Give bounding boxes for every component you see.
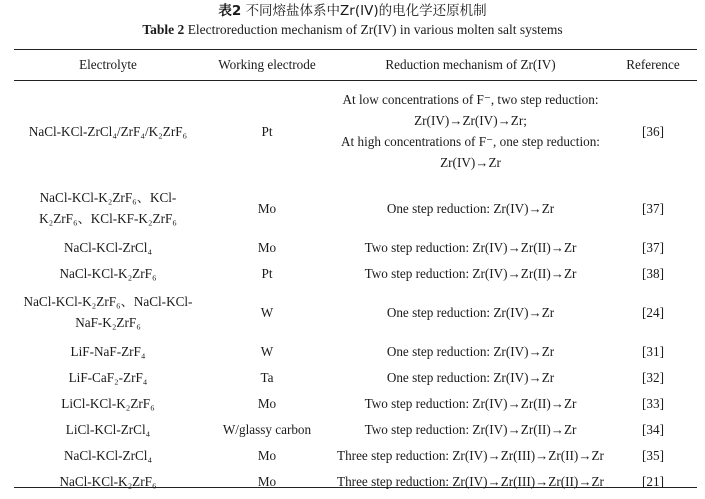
cell-working-electrode: Mo [257,447,277,463]
cell-reference: [34] [642,421,664,437]
table-caption-chinese [0,2,705,20]
cell-electrolyte [14,390,202,416]
table-header-row [14,50,697,80]
cell-working-electrode: Pt [261,265,273,281]
cell-reduction-mechanism-line: Zr(IV)→Zr(IV)→Zr; [414,113,527,128]
cell-reference: [38] [642,265,664,281]
table-row [14,286,697,338]
cell-electrolyte-line: LiF-NaF-ZrF₄ [70,343,146,359]
cell-reduction-mechanism [332,286,609,338]
cell-reduction-mechanism-line: Three step reduction: Zr(IV)→Zr(III)→Zr(II)→Zr [337,473,604,489]
cell-reference: [37] [642,239,664,255]
table-row [14,338,697,364]
cell-reduction-mechanism-line: At high concentrations of F⁻, one step reduction: [341,134,600,149]
cell-reduction-mechanism-line: Zr(IV)→Zr [440,155,501,170]
cell-electrolyte-line: NaCl-KCl-K₂ZrF₆ [59,265,157,281]
cell-working-electrode: Mo [257,473,277,489]
cell-electrolyte [14,442,202,468]
cell-reduction-mechanism-line: Two step reduction: Zr(IV)→Zr(II)→Zr [364,239,577,255]
cell-reduction-mechanism-line: Two step reduction: Zr(IV)→Zr(II)→Zr [364,395,577,411]
cell-electrolyte [14,80,202,182]
table-row [14,416,697,442]
cell-reduction-mechanism-line: Two step reduction: Zr(IV)→Zr(II)→Zr [364,421,577,437]
cell-reference: [36] [642,123,664,139]
cell-reduction-mechanism-line: One step reduction: Zr(IV)→Zr [386,343,555,359]
cell-reference: [21] [642,473,664,489]
cell-electrolyte [14,234,202,260]
cell-reduction-mechanism [332,416,609,442]
cell-working-electrode: W [260,343,274,359]
cell-electrolyte-line: NaCl-KCl-K₂ZrF₆、KCl- [39,190,177,205]
table-body [14,80,697,494]
cell-reduction-mechanism [332,442,609,468]
cell-reduction-mechanism [332,390,609,416]
header-reference: Reference [626,57,680,72]
cell-electrolyte-line: NaF-K₂ZrF₆ [75,315,141,330]
caption-cn-text: 不同熔盐体系中Zr(IV)的电化学还原机制 [245,3,487,19]
table-caption-english [0,21,705,39]
caption-en-number: Table 2 [142,22,185,37]
table-row [14,80,697,182]
caption-cn-number: 表2 [218,3,242,19]
cell-working-electrode: Ta [260,369,274,385]
table-row [14,442,697,468]
cell-electrolyte-line: NaCl-KCl-ZrCl₄ [63,239,153,255]
cell-electrolyte-line: NaCl-KCl-K₂ZrF₆、NaCl-KCl- [23,294,193,309]
cell-working-electrode: Mo [257,200,277,216]
cell-electrolyte [14,364,202,390]
cell-working-electrode: Mo [257,239,277,255]
cell-working-electrode: W [260,304,274,320]
cell-reduction-mechanism-line: At low concentrations of F⁻, two step reduction: [342,92,599,107]
cell-reduction-mechanism-line: One step reduction: Zr(IV)→Zr [386,369,555,385]
cell-electrolyte-line: LiF-CaF₂-ZrF₄ [68,369,148,385]
table-row [14,260,697,286]
table-row [14,182,697,234]
cell-reference: [31] [642,343,664,359]
cell-reference: [24] [642,304,664,320]
cell-electrolyte [14,260,202,286]
cell-electrolyte [14,468,202,494]
cell-electrolyte-line: K₂ZrF₆、KCl-KF-K₂ZrF₆ [39,211,177,226]
cell-reduction-mechanism [332,468,609,494]
cell-electrolyte [14,416,202,442]
cell-working-electrode: W/glassy carbon [222,421,312,437]
cell-reference: [37] [642,200,664,216]
cell-electrolyte-line: NaCl-KCl-ZrCl₄/ZrF₄/K₂ZrF₆ [28,123,188,139]
cell-reduction-mechanism-line: Two step reduction: Zr(IV)→Zr(II)→Zr [364,265,577,281]
cell-reduction-mechanism [332,364,609,390]
table-row [14,468,697,494]
cell-electrolyte-line: LiCl-KCl-K₂ZrF₆ [61,395,155,411]
table-row [14,390,697,416]
cell-reference: [35] [642,447,664,463]
cell-reduction-mechanism-line: One step reduction: Zr(IV)→Zr [386,200,555,216]
cell-reduction-mechanism [332,234,609,260]
cell-electrolyte [14,286,202,338]
mechanism-table [14,50,697,494]
cell-electrolyte [14,182,202,234]
cell-reduction-mechanism [332,260,609,286]
header-electrolyte: Electrolyte [79,57,137,72]
caption-en-text: Electroreduction mechanism of Zr(IV) in various molten salt systems [187,22,563,37]
cell-reduction-mechanism-line: Three step reduction: Zr(IV)→Zr(III)→Zr(II)→Zr [337,447,604,463]
cell-electrolyte-line: LiCl-KCl-ZrCl₄ [65,421,151,437]
cell-reduction-mechanism-line: One step reduction: Zr(IV)→Zr [386,304,555,320]
cell-electrolyte-line: NaCl-KCl-ZrCl₄ [63,447,153,463]
header-reduction-mechanism: Reduction mechanism of Zr(IV) [385,57,556,72]
table-row [14,364,697,390]
cell-reduction-mechanism [332,80,609,182]
cell-electrolyte [14,338,202,364]
cell-reference: [33] [642,395,664,411]
cell-working-electrode: Pt [261,123,273,139]
cell-reduction-mechanism [332,182,609,234]
cell-reduction-mechanism [332,338,609,364]
cell-reference: [32] [642,369,664,385]
cell-working-electrode: Mo [257,395,277,411]
table-row [14,234,697,260]
cell-electrolyte-line: NaCl-KCl-K₂ZrF₆ [59,473,157,489]
header-working-electrode: Working electrode [218,57,316,72]
